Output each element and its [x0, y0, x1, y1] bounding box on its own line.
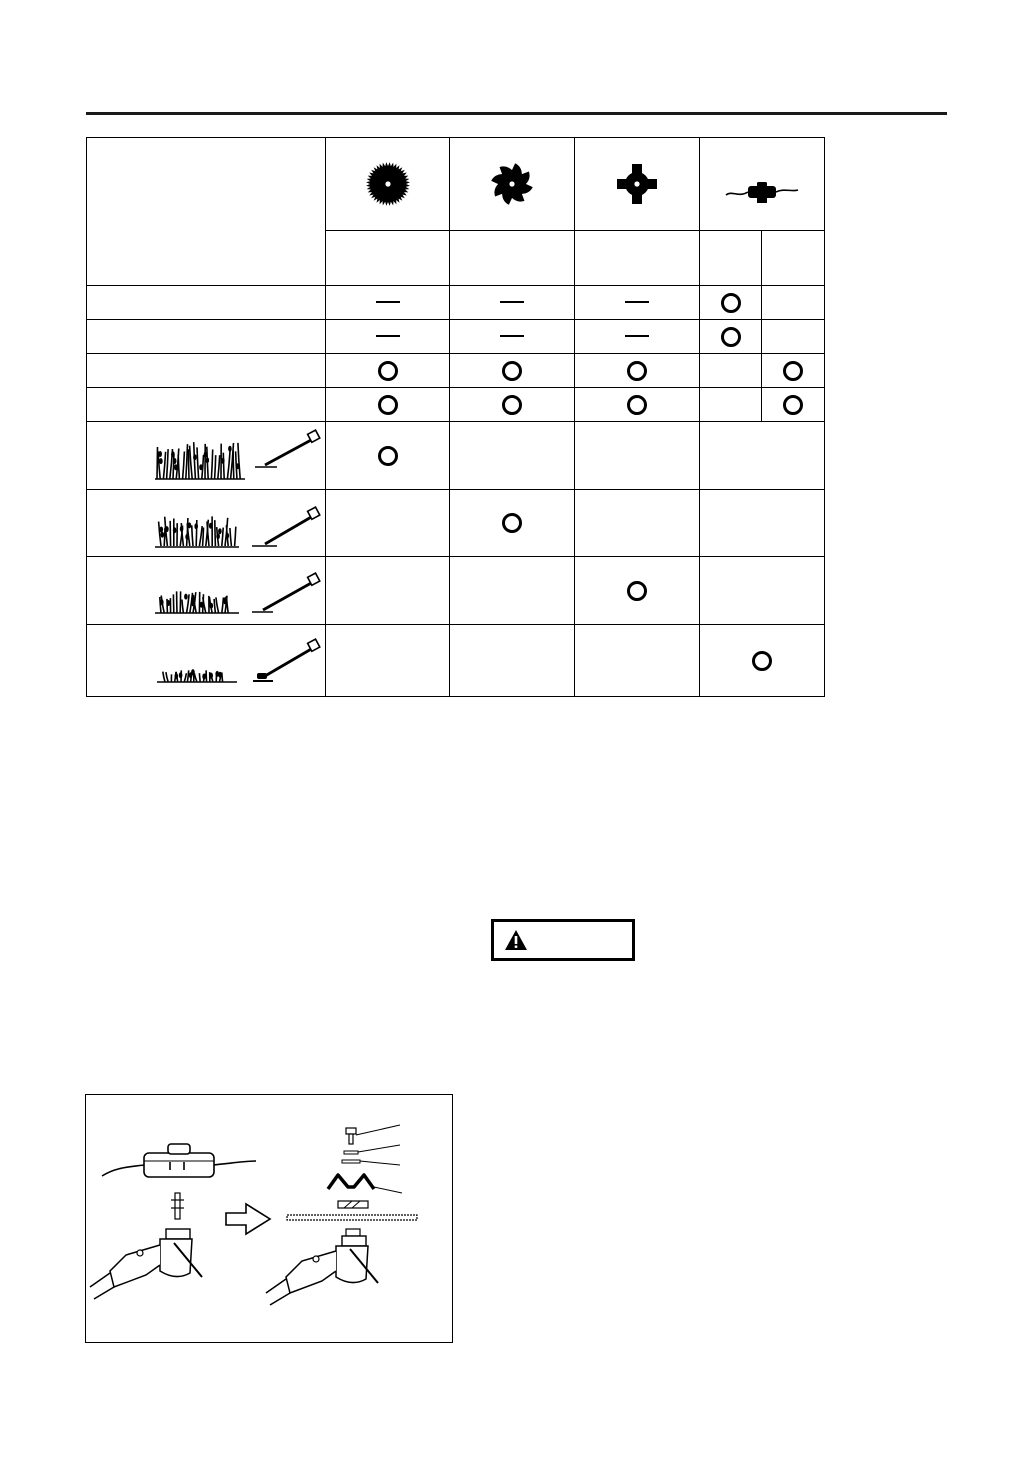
blade-name-cell [700, 231, 762, 286]
4-tooth-blade-header [575, 138, 700, 231]
blade-name-cell [762, 231, 825, 286]
table-cell [326, 422, 450, 490]
suitable-circle-mark [502, 395, 522, 415]
nylon-cutter-header [700, 138, 825, 231]
blade-installation-diagram [86, 1095, 452, 1342]
suitable-circle-mark [627, 581, 647, 601]
saw-blade-header [326, 138, 450, 231]
table-cell [575, 557, 700, 625]
table-cell [575, 388, 700, 422]
table-cell [450, 354, 575, 388]
table-cell [575, 286, 700, 320]
not-applicable-mark [625, 301, 649, 303]
not-applicable-mark [625, 335, 649, 337]
table-cell [700, 422, 825, 490]
not-applicable-mark [500, 335, 524, 337]
condition-row [87, 625, 825, 697]
suitable-circle-mark [783, 361, 803, 381]
table-cell [700, 625, 825, 697]
table-cell [450, 490, 575, 557]
table-cell [326, 557, 450, 625]
condition-illustration-cell [87, 625, 326, 697]
medium-brush-icon [87, 490, 325, 556]
row-label-cell [87, 320, 326, 354]
table-cell [700, 388, 762, 422]
blade-name-cell [450, 231, 575, 286]
table-cell [575, 422, 700, 490]
suitable-circle-mark [502, 361, 522, 381]
condition-illustration-cell [87, 557, 326, 625]
table-cell [575, 625, 700, 697]
table-cell [326, 286, 450, 320]
blade-name-cell [575, 231, 700, 286]
table-cell [700, 320, 762, 354]
table-cell [450, 557, 575, 625]
suitable-circle-mark [783, 395, 803, 415]
gear-head-right [266, 1236, 378, 1305]
not-applicable-mark [376, 301, 400, 303]
not-applicable-mark [376, 335, 400, 337]
installation-figure [85, 1094, 453, 1343]
warning-triangle-icon [504, 929, 528, 951]
table-cell [700, 557, 825, 625]
table-cell [326, 388, 450, 422]
warning-label [491, 919, 635, 961]
suitable-circle-mark [721, 327, 741, 347]
table-cell [762, 286, 825, 320]
table-cell [450, 286, 575, 320]
table-cell [326, 354, 450, 388]
table-cell [450, 625, 575, 697]
suitable-circle-mark [378, 446, 398, 466]
table-row [87, 286, 825, 320]
condition-illustration-cell [87, 422, 326, 490]
table-cell [762, 354, 825, 388]
table-cell [326, 490, 450, 557]
header-rule [86, 112, 947, 115]
condition-illustration-cell [87, 490, 326, 557]
table-cell [700, 354, 762, 388]
table-row [87, 354, 825, 388]
table-cell [450, 388, 575, 422]
row-label-cell [87, 286, 326, 320]
low-grass-icon [87, 626, 325, 696]
application-table [86, 137, 825, 697]
suitable-circle-mark [721, 293, 741, 313]
condition-row [87, 490, 825, 557]
row-label-cell [87, 388, 326, 422]
tall-brush-icon [87, 423, 325, 489]
blade-name-cell [326, 231, 450, 286]
8-tooth-blade-icon [489, 161, 535, 207]
suitable-circle-mark [378, 395, 398, 415]
not-applicable-mark [500, 301, 524, 303]
saw-blade-icon [363, 159, 413, 209]
table-row [87, 320, 825, 354]
gear-head-left [90, 1229, 202, 1299]
table-cell [762, 388, 825, 422]
table-cell [450, 320, 575, 354]
table-cell [762, 320, 825, 354]
4-tooth-blade-icon [615, 162, 659, 206]
table-corner-cell [87, 138, 326, 286]
table-cell [700, 286, 762, 320]
table-cell [575, 320, 700, 354]
table-cell [326, 625, 450, 697]
table-cell [575, 354, 700, 388]
8-tooth-blade-header [450, 138, 575, 231]
table-cell [326, 320, 450, 354]
suitable-circle-mark [627, 361, 647, 381]
table-cell [700, 490, 825, 557]
suitable-circle-mark [627, 395, 647, 415]
suitable-circle-mark [502, 513, 522, 533]
condition-row [87, 422, 825, 490]
nylon-cutter-head-icon [724, 180, 800, 210]
suitable-circle-mark [752, 651, 772, 671]
row-label-cell [87, 354, 326, 388]
suitable-circle-mark [378, 361, 398, 381]
table-row [87, 388, 825, 422]
short-brush-icon [87, 558, 325, 624]
condition-row [87, 557, 825, 625]
table-cell [575, 490, 700, 557]
table-cell [450, 422, 575, 490]
